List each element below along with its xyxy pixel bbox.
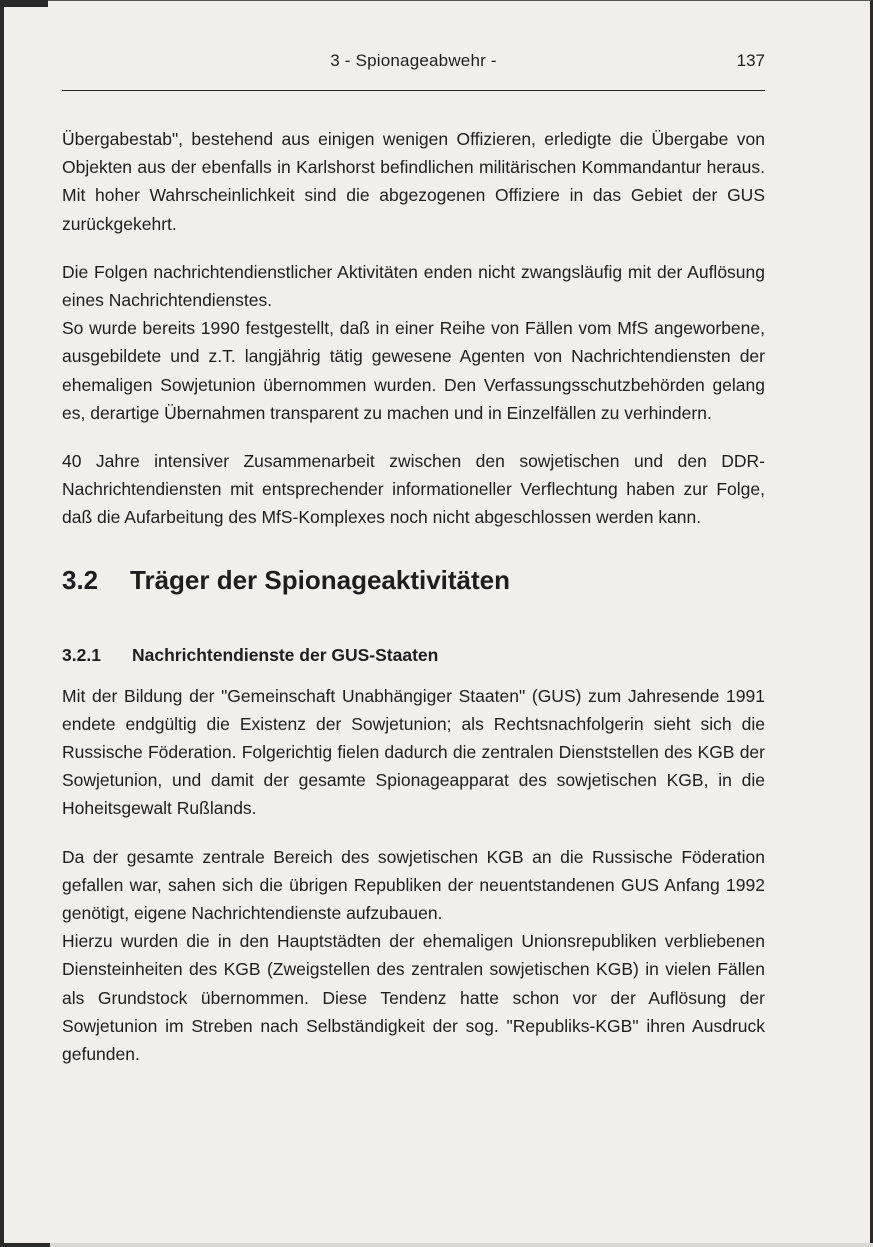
paragraph: Hierzu wurden die in den Hauptstädten der ehemaligen Unionsrepubliken verbliebenen Diensteinheiten des KGB (Zweigstellen des zentralen sowjetischen KGB) in vielen Fällen als Grundstock übernommen. Diese Tendenz hatte schon vor der Auflösung der Sowjetunion im Streben nach Selbständigkeit der sog. "Republiks-KGB" ihren Ausdruck gefunden. — [62, 931, 765, 1065]
subsection-heading — [62, 642, 765, 668]
paragraph: Die Folgen nachrichtendienstlicher Aktivitäten enden nicht zwangsläufig mit der Auflösung eines Nachrichtendienstes. — [62, 261, 765, 311]
paragraph: Mit der Bildung der "Gemeinschaft Unabhängiger Staaten" (GUS) zum Jahresende 1991 endete endgültig die Existenz der Sowjetunion; als Rechtsnachfolgerin sieht sich die Russische Föderation. Folgerichtig fielen dadurch die zentralen Dienststellen des KGB der Sowjetunion, und damit der gesamte Spionageapparat des sowjetischen KGB, in die Hoheitsgewalt Rußlands. — [62, 685, 765, 819]
section-title: Träger der Spionageaktivitäten — [130, 564, 511, 595]
paragraph: Da der gesamte zentrale Bereich des sowjetischen KGB an die Russische Föderation gefallen war, sahen sich die übrigen Republiken der neuentstandenen GUS Anfang 1992 genötigt, eigene Nachrichtendienste aufzubauen. — [62, 846, 765, 924]
scan-corner-mark — [0, 0, 48, 7]
section-number: 3.2 — [62, 564, 99, 595]
header-rule — [62, 90, 765, 91]
paragraph: So wurde bereits 1990 festgestellt, daß in einer Reihe von Fällen vom MfS angeworbene, ausgebildete und z.T. langjährig tätig gewesene Agenten von Nachrichtendiensten der ehemaligen Sowjetunion übernommen wurden. Den Verfassungsschutzbehörden gelang es, derartige Übernahmen transparent zu machen und in Einzelfällen zu verhindern. — [62, 318, 765, 423]
section-heading — [62, 564, 765, 596]
subsection-title: Nachrichtendienste der GUS-Staaten — [132, 644, 439, 665]
paragraph: Übergabestab", bestehend aus einigen wenigen Offizieren, erledigte die Übergabe von Objekten aus der ebenfalls in Karlshorst befindlichen militärischen Kommandantur heraus. Mit hoher Wahrscheinlichkeit sind die abgezogenen Offiziere in das Gebiet der GUS zurückgekehrt. — [62, 129, 765, 234]
paragraph: 40 Jahre intensiver Zusammenarbeit zwischen den sowjetischen und den DDR-Nachrichtendiensten mit entsprechender informationeller Verflechtung haben zur Folge, daß die Aufarbeitung des MfS-Komplexes noch nicht abgeschlossen werden kann. — [62, 451, 765, 528]
subsection-number: 3.2.1 — [62, 644, 101, 665]
page-header — [62, 48, 765, 76]
page-number: 137 — [736, 51, 765, 70]
running-head: 3 - Spionageabwehr - — [330, 51, 497, 70]
page-body — [62, 125, 765, 1068]
scan-bottom-edge — [0, 1243, 873, 1247]
